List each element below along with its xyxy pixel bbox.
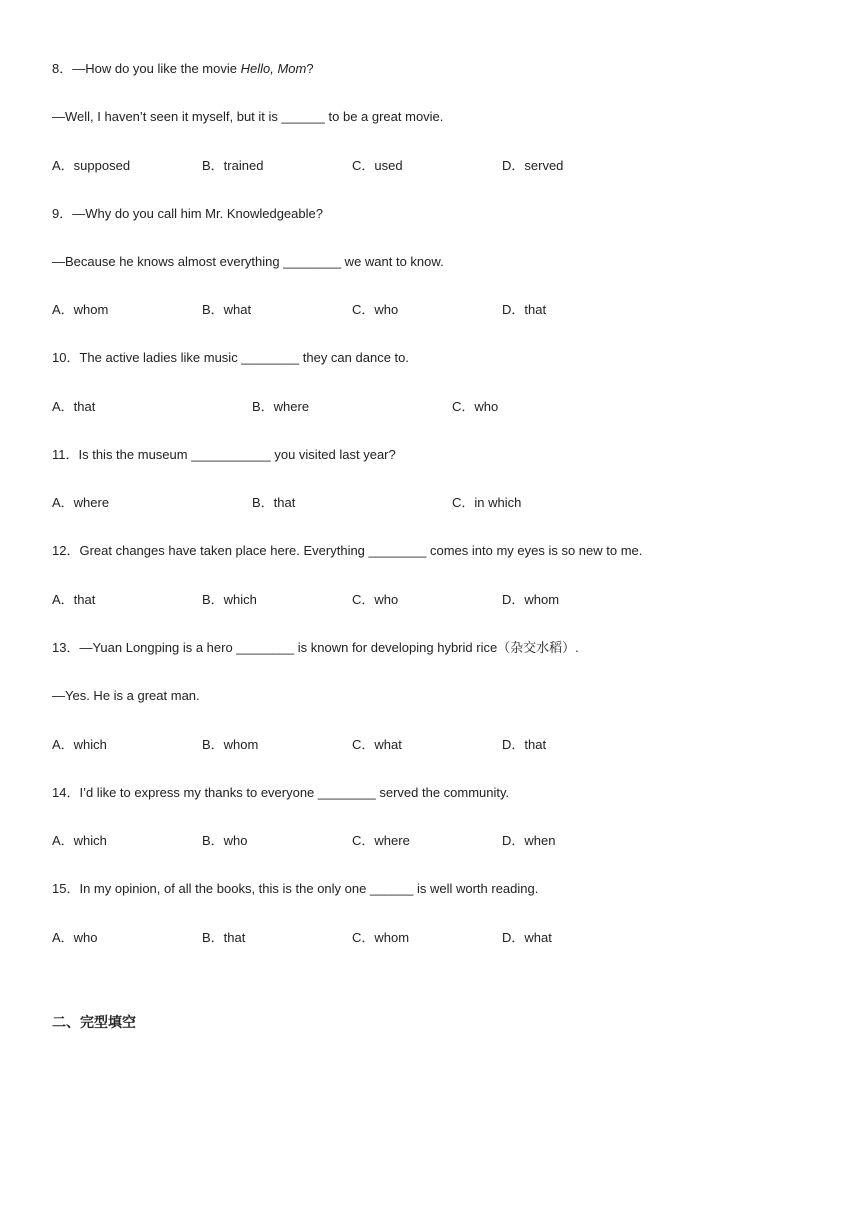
option-b[interactable]: B．trained	[202, 158, 264, 173]
option-b[interactable]: B．that	[252, 495, 296, 510]
option-a[interactable]: A．which	[52, 833, 107, 848]
option-c[interactable]: C．who	[452, 399, 499, 414]
option-b[interactable]: B．where	[252, 399, 310, 414]
option-a[interactable]: A．that	[52, 399, 96, 414]
question-9-stem: 9．—Why do you call him Mr. Knowledgeable?	[52, 206, 323, 221]
option-b[interactable]: B．whom	[202, 737, 259, 752]
movie-title: Hello, Mom	[240, 61, 307, 76]
option-d[interactable]: D．when	[502, 833, 556, 848]
option-c[interactable]: C．used	[352, 158, 403, 173]
option-c[interactable]: C．who	[352, 592, 399, 607]
question-8-stem-text: 8．—How do you like the movie	[52, 61, 241, 76]
question-12-stem: 12．Great changes have taken place here. Everything ________ comes into my eyes is so new to me.	[52, 543, 643, 558]
question-15-stem: 15．In my opinion, of all the books, this is the only one ______ is well worth reading.	[52, 881, 539, 896]
option-c[interactable]: C．where	[352, 833, 410, 848]
question-11-stem: 11．Is this the museum ___________ you visited last year?	[52, 447, 396, 462]
option-a[interactable]: A．whom	[52, 302, 109, 317]
option-b[interactable]: B．that	[202, 930, 246, 945]
option-a[interactable]: A．that	[52, 592, 96, 607]
option-b[interactable]: B．which	[202, 592, 257, 607]
option-d[interactable]: D．served	[502, 158, 564, 173]
option-d[interactable]: D．what	[502, 930, 552, 945]
option-d[interactable]: D．whom	[502, 592, 560, 607]
option-b[interactable]: B．who	[202, 833, 248, 848]
question-9-answer-line: —Because he knows almost everything ________ we want to know.	[52, 254, 444, 269]
option-c[interactable]: C．what	[352, 737, 402, 752]
option-a[interactable]: A．where	[52, 495, 110, 510]
section-heading: 二、完型填空	[52, 1014, 136, 1030]
option-a[interactable]: A．who	[52, 930, 98, 945]
question-10-stem: 10．The active ladies like music ________ they can dance to.	[52, 350, 409, 365]
question-14-stem: 14．I’d like to express my thanks to everyone ________ served the community.	[52, 785, 510, 800]
option-d[interactable]: D．that	[502, 737, 547, 752]
question-13-stem: 13．—Yuan Longping is a hero ________ is known for developing hybrid rice（杂交水稻）.	[52, 640, 579, 655]
option-c[interactable]: C．who	[352, 302, 399, 317]
option-c[interactable]: C．in which	[452, 495, 522, 510]
question-8-answer-line: —Well, I haven’t seen it myself, but it is ______ to be a great movie.	[52, 109, 444, 124]
option-a[interactable]: A．supposed	[52, 158, 131, 173]
question-8-stem	[52, 60, 314, 78]
option-a[interactable]: A．which	[52, 737, 107, 752]
question-8-stem-end: ?	[306, 61, 314, 76]
option-b[interactable]: B．what	[202, 302, 252, 317]
option-d[interactable]: D．that	[502, 302, 547, 317]
option-c[interactable]: C．whom	[352, 930, 410, 945]
question-13-answer-line: —Yes. He is a great man.	[52, 688, 200, 703]
